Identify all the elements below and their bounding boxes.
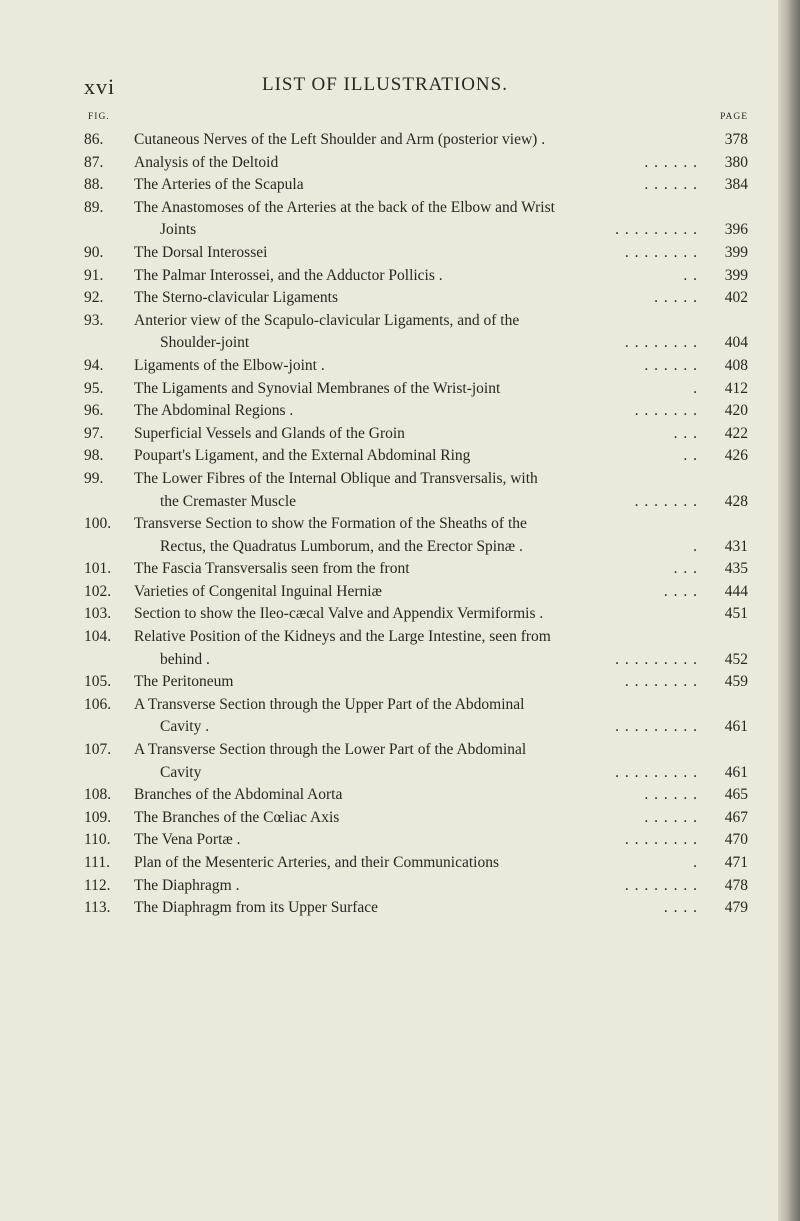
page-reference: 399 (724, 266, 748, 284)
figure-title: The Peritoneum (134, 673, 234, 691)
list-item (84, 694, 748, 739)
entry-line (84, 897, 748, 920)
leader-dots: . . . . . . . . . (615, 650, 698, 668)
list-item (84, 897, 748, 920)
entry-line (84, 445, 748, 468)
figure-number: 102. (84, 582, 112, 600)
entry-line (84, 378, 748, 401)
list-item (84, 671, 748, 694)
entry-line (84, 762, 748, 785)
leader-dots: . . . . . . . . (624, 334, 698, 352)
figure-title: behind . (160, 650, 210, 668)
leader-dots: . . . . . . . (634, 402, 698, 420)
entry-line (84, 829, 748, 852)
list-item (84, 400, 748, 423)
list-item (84, 445, 748, 468)
entry-line (84, 671, 748, 694)
list-item (84, 378, 748, 401)
entry-line (84, 852, 748, 875)
entry-line (84, 513, 748, 536)
leader-dots: . . . . . . . . . (615, 763, 698, 781)
entry-line (84, 558, 748, 581)
entry-line (84, 491, 748, 514)
entry-line (84, 129, 748, 152)
page-reference: 461 (724, 763, 748, 781)
entry-line (84, 310, 748, 333)
figure-title: Transverse Section to show the Formation of the Sheaths of the (134, 515, 527, 533)
page-reference: 478 (724, 876, 748, 894)
page-reference: 435 (724, 560, 748, 578)
figure-title: The Sterno-clavicular Ligaments (134, 289, 339, 307)
list-item (84, 174, 748, 197)
list-item (84, 197, 748, 242)
entry-line (84, 332, 748, 355)
figure-title: Relative Position of the Kidneys and the Large Intestine, seen from (134, 628, 551, 646)
page-number: xvi (84, 74, 116, 99)
leader-dots: . . . . (663, 899, 698, 917)
figure-number: 89. (84, 198, 104, 216)
figure-number: 86. (84, 131, 104, 148)
list-item (84, 558, 748, 581)
entry-line (84, 739, 748, 762)
figure-title: The Diaphragm . (134, 876, 240, 894)
leader-dots: . . (683, 447, 698, 465)
figure-number: 111. (84, 854, 110, 871)
page-reference: 378 (724, 131, 748, 148)
figure-number: 99. (84, 469, 104, 487)
figure-title: The Dorsal Interossei (134, 243, 268, 261)
figure-title: Superficial Vessels and Glands of the Groin (134, 424, 405, 442)
list-item (84, 603, 748, 626)
list-item (84, 852, 748, 875)
list-item (84, 875, 748, 898)
figure-title: Rectus, the Quadratus Lumborum, and the Erector Spinæ . (160, 537, 523, 555)
page-column-heading: PAGE (720, 112, 748, 122)
entry-line (84, 716, 748, 739)
entry-line (84, 355, 748, 378)
entry-line (84, 265, 748, 288)
list-item (84, 739, 748, 784)
figure-number: 101. (84, 560, 112, 578)
page-reference: 461 (724, 718, 748, 736)
page-reference: 452 (724, 650, 748, 668)
entry-line (84, 242, 748, 265)
figure-number: 107. (84, 741, 112, 759)
figure-title: The Ligaments and Synovial Membranes of the Wrist-joint (134, 379, 501, 397)
page-reference: 420 (724, 402, 748, 420)
leader-dots: . . . . . (654, 289, 698, 307)
list-item (84, 784, 748, 807)
list-item (84, 468, 748, 513)
leader-dots: . . . . . . (644, 176, 698, 194)
figure-number: 108. (84, 786, 112, 804)
figure-title: Section to show the Ileo-cæcal Valve and Appendix Vermiformis . (134, 605, 544, 623)
figure-title: The Anastomoses of the Arteries at the back of the Elbow and Wrist (134, 198, 555, 216)
list-item (84, 129, 748, 152)
entry-line (84, 649, 748, 672)
entry-line (84, 784, 748, 807)
page-reference: 396 (724, 221, 748, 239)
figure-title: A Transverse Section through the Lower Part of the Abdominal (134, 741, 527, 759)
page-edge-shadow (778, 0, 800, 1221)
leader-dots: . (693, 537, 698, 555)
page-reference: 451 (724, 605, 748, 623)
figure-number: 100. (84, 515, 112, 533)
figure-number: 103. (84, 605, 112, 623)
page-reference: 408 (724, 356, 748, 374)
leader-dots: . . . . . . . . (624, 831, 698, 849)
figure-title: The Branches of the Cœliac Axis (134, 808, 340, 826)
entry-line (84, 875, 748, 898)
list-item (84, 626, 748, 671)
entry-line (84, 581, 748, 604)
list-item (84, 355, 748, 378)
figure-number: 87. (84, 153, 104, 171)
entry-line (84, 423, 748, 446)
list-item (84, 513, 748, 558)
page-reference: 431 (724, 537, 748, 555)
figure-title: Analysis of the Deltoid (134, 153, 279, 171)
list-item (84, 581, 748, 604)
figure-title: Branches of the Abdominal Aorta (134, 786, 343, 804)
leader-dots: . . . (673, 560, 698, 578)
figure-column-heading: FIG. (88, 112, 110, 122)
page-reference: 444 (724, 582, 748, 600)
figure-number: 110. (84, 831, 111, 849)
leader-dots: . . . . . . . . (624, 673, 698, 691)
leader-dots: . (693, 854, 698, 871)
figure-title: Shoulder-joint (160, 334, 250, 352)
figure-title: The Arteries of the Scapula (134, 176, 304, 194)
list-item (84, 829, 748, 852)
figure-title: Ligaments of the Elbow-joint . (134, 356, 325, 374)
figure-number: 91. (84, 266, 104, 284)
entry-line (84, 219, 748, 242)
figure-title: Anterior view of the Scapulo-clavicular Ligaments, and of the (134, 311, 520, 329)
entry-line (84, 287, 748, 310)
page-reference: 384 (724, 176, 748, 194)
figure-title: Varieties of Congenital Inguinal Herniæ (134, 582, 382, 600)
figure-number: 98. (84, 447, 104, 465)
page-reference: 465 (724, 786, 748, 804)
list-item (84, 152, 748, 175)
list-item (84, 807, 748, 830)
list-item (84, 287, 748, 310)
figure-number: 88. (84, 176, 104, 194)
page-reference: 479 (724, 899, 748, 917)
leader-dots: . . . . . . . (634, 492, 698, 510)
page-reference: 467 (724, 808, 748, 826)
entry-line (84, 536, 748, 559)
list-item (84, 265, 748, 288)
entry-line (84, 197, 748, 220)
entry-line (84, 807, 748, 830)
page-reference: 426 (724, 447, 748, 465)
leader-dots: . . . . . . . . . (615, 221, 698, 239)
figure-number: 113. (84, 899, 111, 917)
page-reference: 428 (724, 492, 748, 510)
figure-number: 97. (84, 424, 104, 442)
figure-title: Cavity (160, 763, 202, 781)
figure-number: 112. (84, 876, 111, 894)
leader-dots: . . . . . . . . . (615, 718, 698, 736)
leader-dots: . . . . . . . . (624, 876, 698, 894)
figure-title: Cavity . (160, 718, 210, 736)
list-item (84, 423, 748, 446)
running-title: LIST OF ILLUSTRATIONS. (262, 74, 508, 95)
page-reference: 402 (724, 289, 748, 307)
page-reference: 380 (724, 153, 748, 171)
leader-dots: . . . . . . (644, 808, 698, 826)
figure-title: Poupart's Ligament, and the External Abdominal Ring (134, 447, 471, 465)
figure-title: The Vena Portæ . (134, 831, 241, 849)
figure-number: 95. (84, 379, 104, 397)
entry-line (84, 468, 748, 491)
list-item (84, 242, 748, 265)
figure-number: 104. (84, 628, 112, 646)
page-reference: 399 (724, 243, 748, 261)
page-reference: 459 (724, 673, 748, 691)
figure-title: Cutaneous Nerves of the Left Shoulder and Arm (posterior view) . (134, 131, 546, 148)
figure-title: The Fascia Transversalis seen from the front (134, 560, 410, 578)
entry-line (84, 174, 748, 197)
figure-number: 90. (84, 243, 104, 261)
column-headings (84, 112, 748, 126)
figure-number: 96. (84, 402, 104, 420)
figure-number: 106. (84, 695, 112, 713)
illustrations-list (84, 129, 748, 920)
leader-dots: . (693, 379, 698, 397)
list-item (84, 310, 748, 355)
figure-title: Joints (160, 221, 197, 239)
leader-dots: . . . . . . (644, 153, 698, 171)
figure-title: The Lower Fibres of the Internal Oblique and Transversalis, with (134, 469, 538, 487)
leader-dots: . . . (673, 424, 698, 442)
entry-line (84, 603, 748, 626)
leader-dots: . . . . . . (644, 356, 698, 374)
figure-number: 93. (84, 311, 104, 329)
entry-line (84, 400, 748, 423)
leader-dots: . . . . . . (644, 786, 698, 804)
leader-dots: . . . . (663, 582, 698, 600)
page-reference: 471 (724, 854, 748, 871)
figure-title: The Abdominal Regions . (134, 402, 294, 420)
entry-line (84, 152, 748, 175)
figure-number: 109. (84, 808, 112, 826)
page-reference: 412 (724, 379, 748, 397)
page-reference: 470 (724, 831, 748, 849)
entry-line (84, 626, 748, 649)
leader-dots: . . (683, 266, 698, 284)
figure-title: Plan of the Mesenteric Arteries, and their Communications (134, 854, 500, 871)
figure-number: 92. (84, 289, 104, 307)
entry-line (84, 694, 748, 717)
page-reference: 404 (724, 334, 748, 352)
page-reference: 422 (724, 424, 748, 442)
figure-number: 94. (84, 356, 104, 374)
figure-number: 105. (84, 673, 112, 691)
figure-title: The Diaphragm from its Upper Surface (134, 899, 379, 917)
figure-title: the Cremaster Muscle (160, 492, 297, 510)
leader-dots: . . . . . . . . (624, 243, 698, 261)
figure-title: The Palmar Interossei, and the Adductor Pollicis . (134, 266, 443, 284)
page-header (84, 74, 724, 98)
figure-title: A Transverse Section through the Upper Part of the Abdominal (134, 695, 525, 713)
